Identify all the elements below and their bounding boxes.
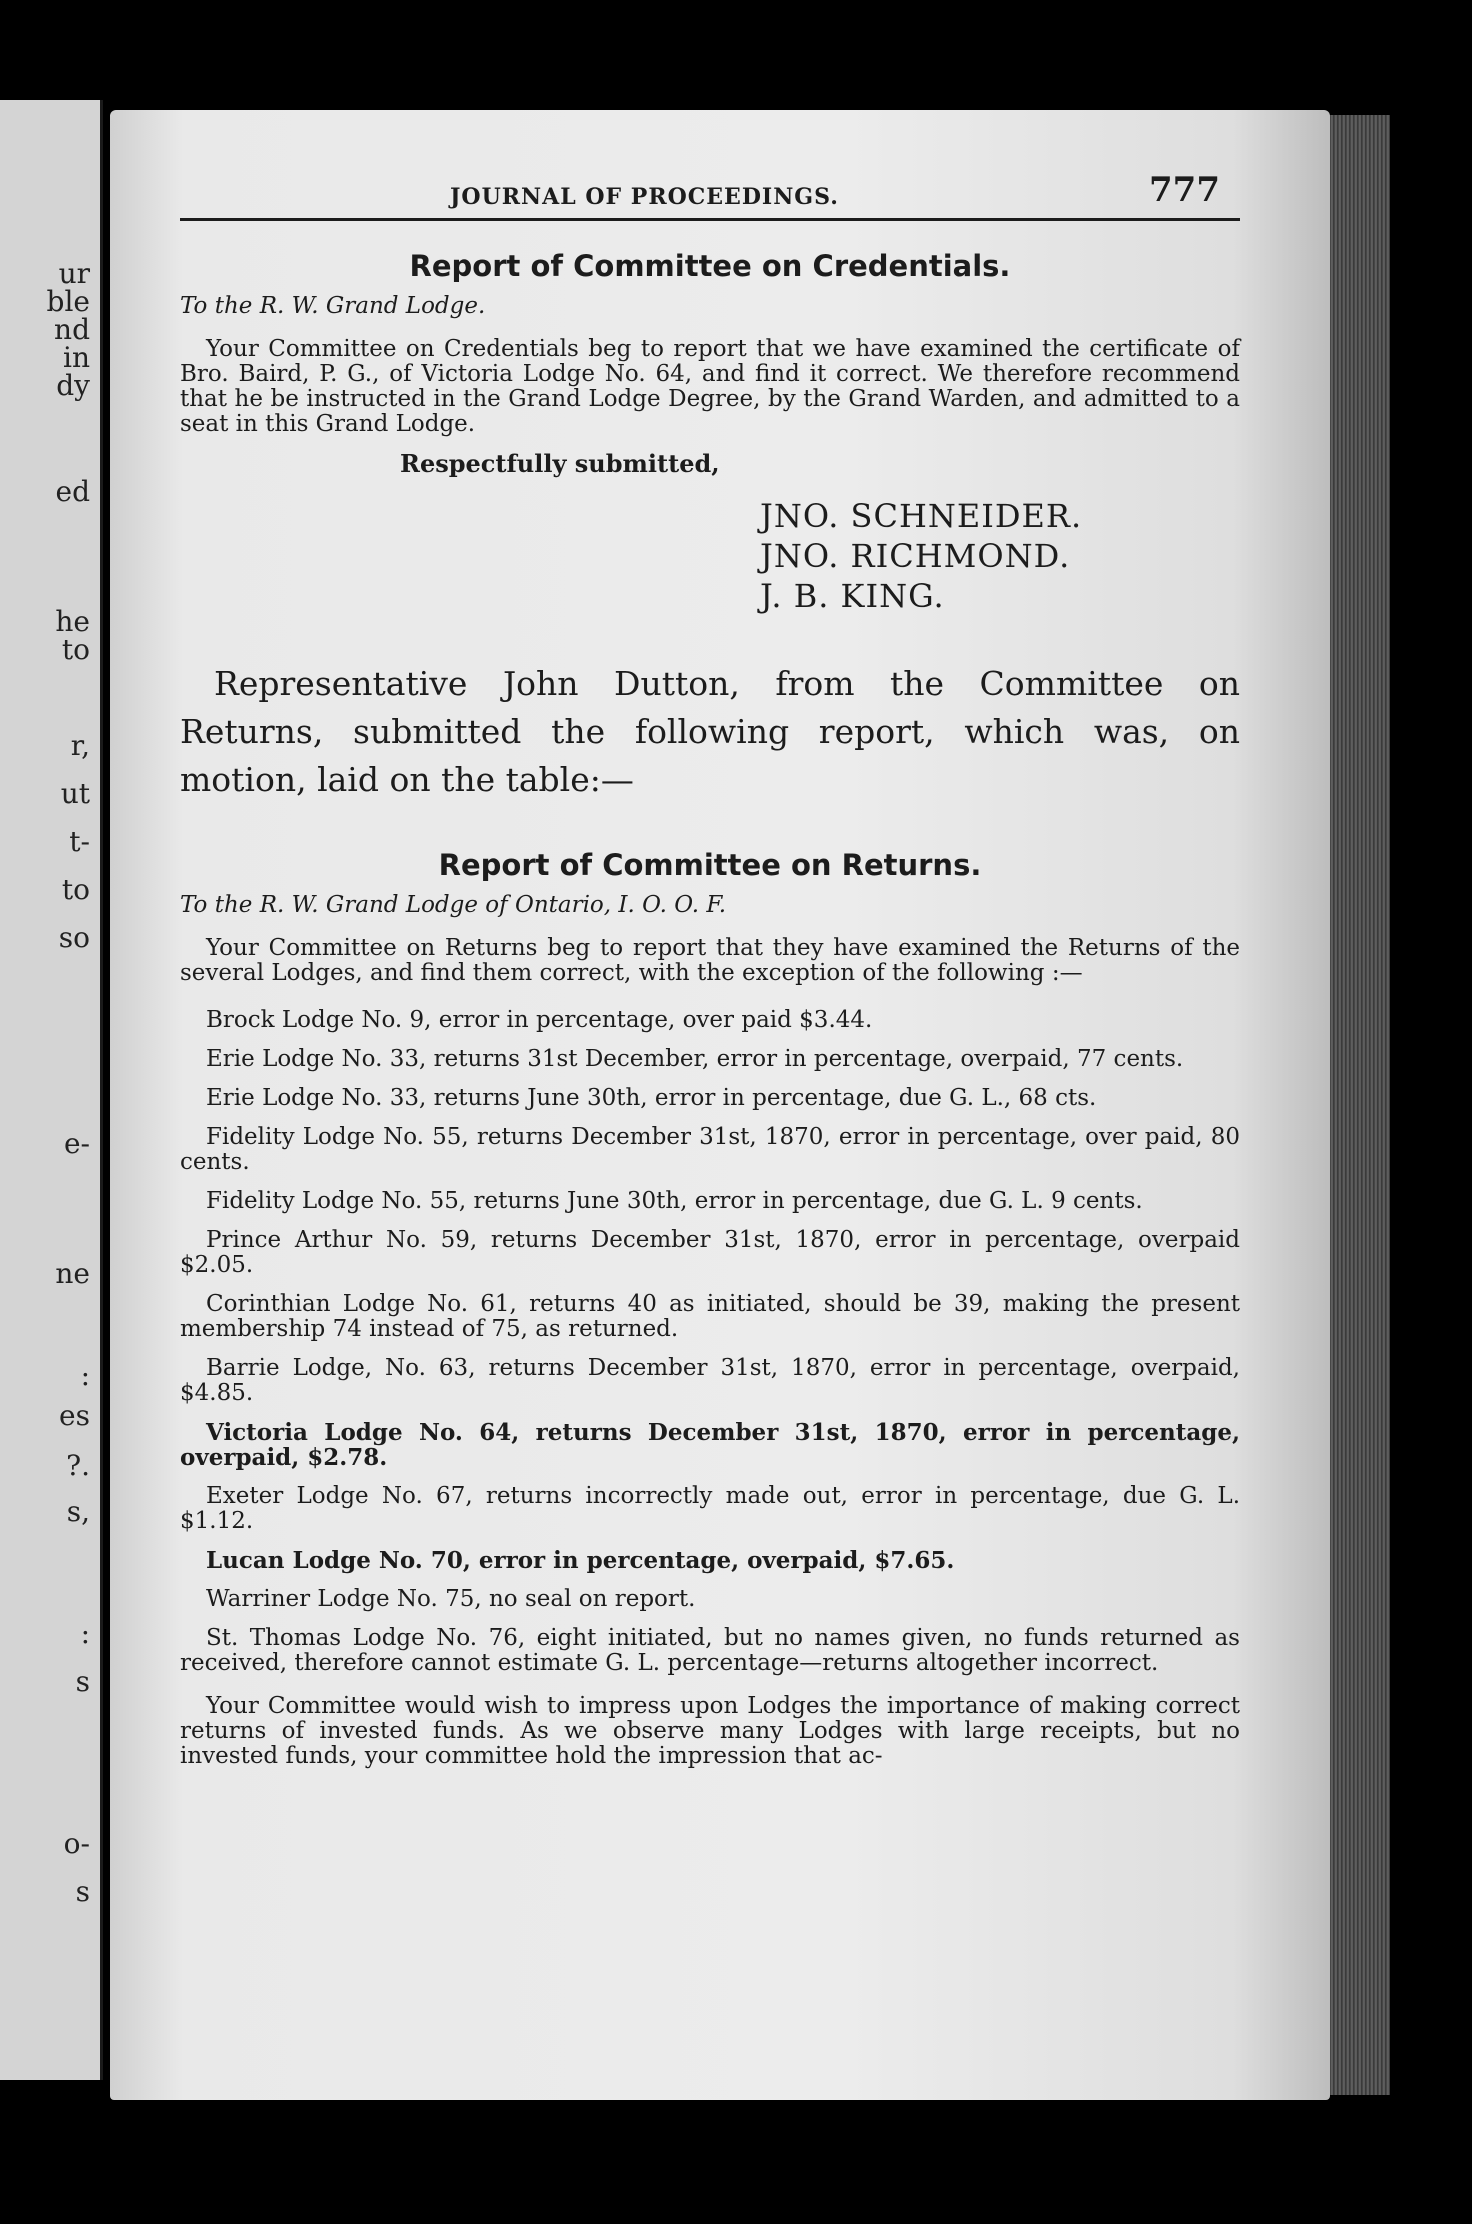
left-fragment: ble: [46, 285, 90, 318]
left-fragment: ut: [60, 777, 90, 810]
credentials-closing: Respectfully submitted,: [400, 449, 720, 478]
return-item: Victoria Lodge No. 64, returns December 31st, 1870, error in percentage, overpaid, $2.78.: [180, 1419, 1240, 1471]
left-fragment: t-: [69, 825, 90, 858]
page-number: 777: [1149, 170, 1220, 210]
return-item: Fidelity Lodge No. 55, returns June 30th, error in percentage, due G. L. 9 cents.: [206, 1188, 1143, 1214]
return-item: St. Thomas Lodge No. 76, eight initiated, but no names given, no funds returned as received, therefore cannot estimate G. L. percentage—returns altogether incorrect.: [180, 1625, 1240, 1676]
left-fragment: s,: [66, 1495, 90, 1528]
return-item: Corinthian Lodge No. 61, returns 40 as initiated, should be 39, making the present membership 74 instead of 75, as returned.: [180, 1291, 1240, 1342]
left-fragment: es: [59, 1399, 90, 1432]
left-fragment: o-: [63, 1827, 90, 1860]
left-fragment: he: [55, 605, 90, 638]
page-header: [180, 170, 1240, 221]
intro-paragraph: Representative John Dutton, from the Committee on Returns, submitted the following report, which was, on motion, laid on the table:—: [180, 664, 1240, 799]
left-fragment: s: [75, 1875, 90, 1908]
left-fragment: e-: [63, 1127, 90, 1160]
book-page-edges: [1330, 115, 1390, 2095]
returns-report-title: Report of Committee on Returns.: [438, 848, 982, 882]
left-fragment: so: [58, 921, 90, 954]
return-item: Exeter Lodge No. 67, returns incorrectly made out, error in percentage, due G. L. $1.12.: [180, 1483, 1240, 1534]
left-fragment: ?.: [66, 1449, 90, 1482]
left-fragment: ur: [58, 257, 90, 290]
page-content: [180, 170, 1240, 1781]
return-item: Warriner Lodge No. 75, no seal on report.: [206, 1586, 696, 1612]
return-item: Fidelity Lodge No. 55, returns December 31st, 1870, error in percentage, over paid, 80 cents.: [180, 1124, 1240, 1175]
return-item: Brock Lodge No. 9, error in percentage, over paid $3.44.: [206, 1007, 873, 1033]
credentials-salutation: To the R. W. Grand Lodge.: [180, 293, 486, 319]
left-fragment: r,: [70, 729, 90, 762]
left-fragment: dy: [56, 369, 90, 402]
left-page-edge: [0, 100, 103, 2080]
return-item: Prince Arthur No. 59, returns December 31st, 1870, error in percentage, overpaid $2.05.: [180, 1227, 1240, 1278]
document-page: [110, 110, 1330, 2100]
left-fragment: to: [61, 873, 90, 906]
return-item: Erie Lodge No. 33, returns 31st December, error in percentage, overpaid, 77 cents.: [206, 1046, 1184, 1072]
signer-name: J. B. KING.: [760, 577, 945, 615]
signatories: [760, 496, 1240, 616]
left-fragment: ed: [55, 475, 90, 508]
return-item: Lucan Lodge No. 70, error in percentage, overpaid, $7.65.: [206, 1547, 955, 1574]
running-head: JOURNAL OF PROCEEDINGS.: [450, 184, 839, 210]
credentials-body: Your Committee on Credentials beg to report that we have examined the certificate of Bro. Baird, P. G., of Victoria Lodge No. 64, and find it correct. We therefore recommend that he be instructed in the Grand Lodge Degree, by the Grand Warden, and admitted to a seat in this Grand Lodge.: [180, 336, 1240, 437]
left-fragment: in: [63, 341, 90, 374]
left-fragment: :: [80, 1359, 90, 1392]
returns-closing-paragraph: Your Committee would wish to impress upon Lodges the importance of making correct returns of invested funds. As we observe many Lodges with large receipts, but no invested funds, your committee hold the impression that ac-: [180, 1693, 1240, 1769]
left-fragment: nd: [54, 313, 90, 346]
return-item: Barrie Lodge, No. 63, returns December 31st, 1870, error in percentage, overpaid, $4.85.: [180, 1355, 1240, 1406]
signer-name: JNO. RICHMOND.: [760, 537, 1071, 575]
left-fragment: ne: [55, 1257, 90, 1290]
left-fragment: to: [61, 633, 90, 666]
return-item: Erie Lodge No. 33, returns June 30th, error in percentage, due G. L., 68 cts.: [206, 1085, 1097, 1111]
returns-salutation: To the R. W. Grand Lodge of Ontario, I. O. O. F.: [180, 892, 727, 918]
left-fragment: s: [75, 1665, 90, 1698]
left-fragment: :: [80, 1617, 90, 1650]
credentials-report-title: Report of Committee on Credentials.: [409, 249, 1011, 283]
signer-name: JNO. SCHNEIDER.: [760, 497, 1083, 535]
returns-body: Your Committee on Returns beg to report that they have examined the Returns of the several Lodges, and find them correct, with the exception of the following :—: [180, 935, 1240, 986]
